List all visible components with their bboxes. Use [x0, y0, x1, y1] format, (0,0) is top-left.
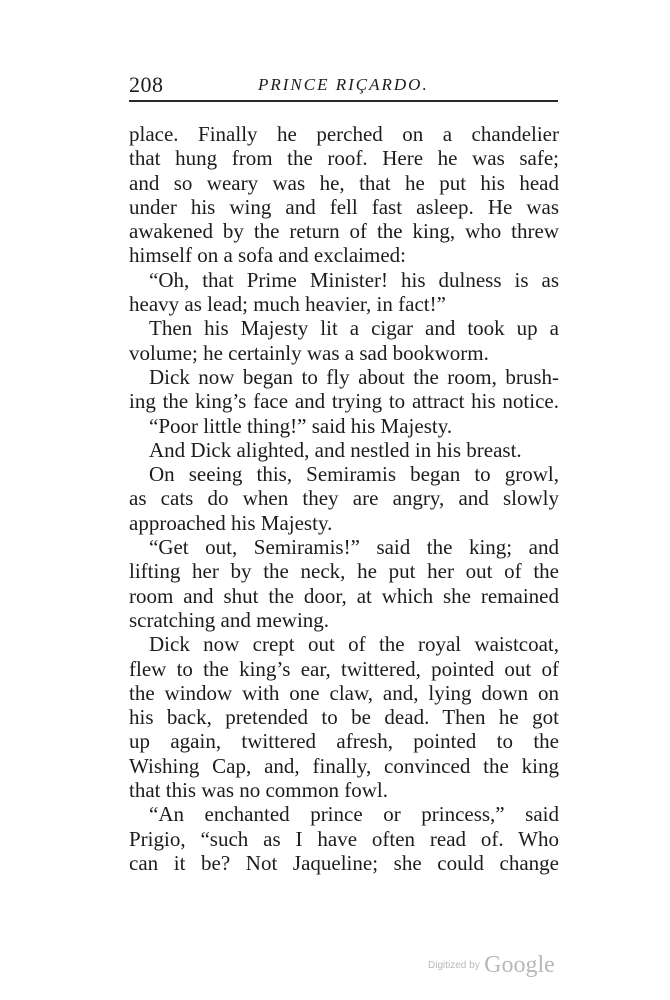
text-line: Wishing Cap, and, finally, convinced the king — [129, 753, 559, 778]
text-line: On seeing this, Semiramis began to growl, — [149, 462, 559, 487]
google-logo: Google — [484, 952, 555, 978]
text-line: heavy as lead; much heavier, in fact!” — [129, 292, 446, 317]
page-number: 208 — [129, 72, 164, 97]
text-line: can it be? Not Jaqueline; she could change — [129, 850, 559, 875]
text-line: “Get out, Semiramis!” said the king; and — [149, 535, 559, 560]
text-line: under his wing and fell fast asleep. He was — [129, 194, 559, 219]
running-title: PRINCE RIÇARDO. — [258, 75, 429, 94]
text-line: the window with one claw, and, lying down on — [129, 680, 559, 705]
text-line: Dick now crept out of the royal waistcoat, — [149, 632, 559, 657]
text-line: flew to the king’s ear, twittered, pointed out of — [129, 656, 559, 681]
text-line: up again, twittered afresh, pointed to the — [129, 729, 559, 754]
running-header — [0, 72, 670, 102]
text-line: scratching and mewing. — [129, 607, 330, 632]
digitization-watermark — [428, 952, 555, 979]
text-line: And Dick alighted, and nestled in his breast. — [149, 437, 522, 462]
text-line: himself on a sofa and exclaimed: — [129, 243, 406, 268]
text-line: “Oh, that Prime Minister! his dulness is as — [149, 267, 559, 292]
text-line: “Poor little thing!” said his Majesty. — [149, 413, 453, 438]
text-line: place. Finally he perched on a chandelier — [129, 122, 559, 146]
text-line: his back, pretended to be dead. Then he got — [129, 705, 559, 730]
text-line: volume; he certainly was a sad bookworm. — [129, 340, 489, 365]
text-line: as cats do when they are angry, and slowly — [129, 486, 559, 511]
text-line: that this was no common fowl. — [129, 778, 388, 803]
text-line: that hung from the roof. Here he was safe; — [129, 146, 559, 171]
watermark-prefix: Digitized by — [428, 960, 480, 971]
text-line: “An enchanted prince or princess,” said — [149, 802, 559, 827]
text-line: lifting her by the neck, he put her out of the — [129, 559, 559, 584]
text-line: Then his Majesty lit a cigar and took up a — [149, 316, 559, 341]
text-line: awakened by the return of the king, who threw — [129, 219, 559, 244]
text-line: Dick now began to fly about the room, brush- — [149, 364, 559, 389]
text-line: room and shut the door, at which she remained — [129, 583, 559, 608]
body-text — [129, 122, 559, 875]
text-line: approached his Majesty. — [129, 510, 333, 535]
text-line: Prigio, “such as I have often read of. Who — [129, 826, 559, 851]
header-rule — [129, 100, 558, 102]
text-line: ing the king’s face and trying to attract his notice. — [129, 389, 559, 414]
text-line: and so weary was he, that he put his head — [129, 170, 559, 195]
